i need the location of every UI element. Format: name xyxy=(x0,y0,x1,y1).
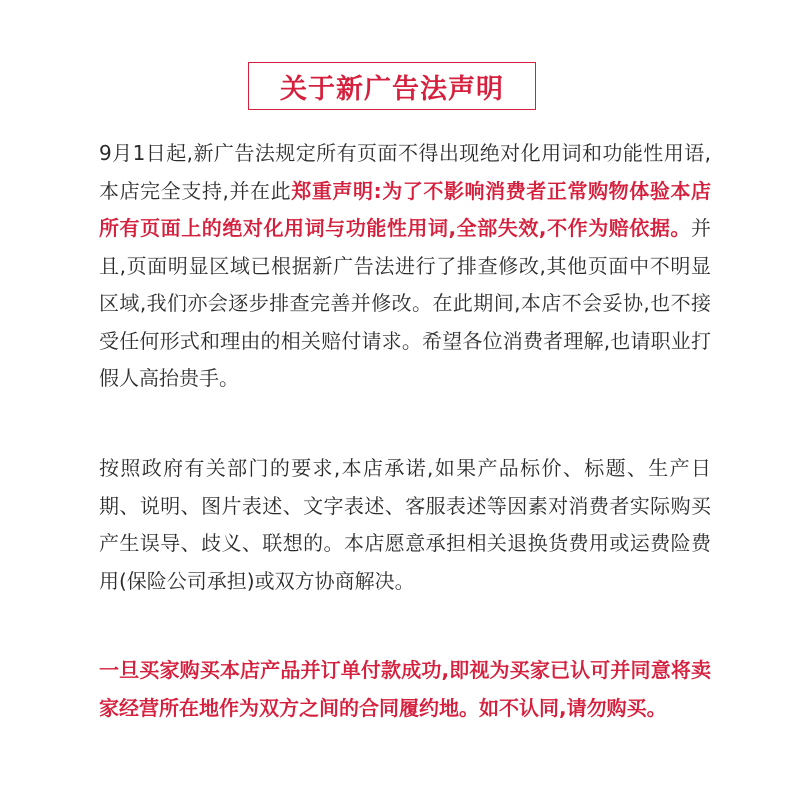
paragraph-commitment-text: 按照政府有关部门的要求,本店承诺,如果产品标价、标题、生产日期、说明、图片表述、文字表述、客服表述等因素对消费者实际购买产生误导、歧义、联想的。本店愿意承担相关退换货费用或运费险费用(保险公司承担)或双方协商解决。 xyxy=(99,456,711,593)
paragraph-disclaimer-tail: 并且,页面明显区域已根据新广告法进行了排查修改,其他页面中不明显区域,我们亦会逐步排查完善并修改。在此期间,本店不会妥协,也不接受任何形式和理由的相关赔付请求。希望各位消费者理解,也请职业打假人高抬贵手。 xyxy=(99,216,711,390)
page-title: 关于新广告法声明 xyxy=(280,73,504,105)
paragraph-disclaimer-lead: 9月1日起,新广告法规定所有页面不得出现绝对化用词和功能性用语,本店完全支持,并在此 xyxy=(99,141,711,203)
paragraph-disclaimer xyxy=(99,135,711,398)
paragraph-commitment xyxy=(99,450,711,600)
paragraph-contract-location xyxy=(99,652,711,727)
paragraph-disclaimer-highlight: 郑重声明:为了不影响消费者正常购物体验本店所有页面上的绝对化用词与功能性用词,全部失效,不作为赔依据。 xyxy=(99,178,712,240)
title-box xyxy=(248,62,536,110)
paragraph-contract-location-text: 一旦买家购买本店产品并订单付款成功,即视为买家已认可并同意将卖家经营所在地作为双方之间的合同履约地。如不认同,请勿购买。 xyxy=(99,658,711,720)
